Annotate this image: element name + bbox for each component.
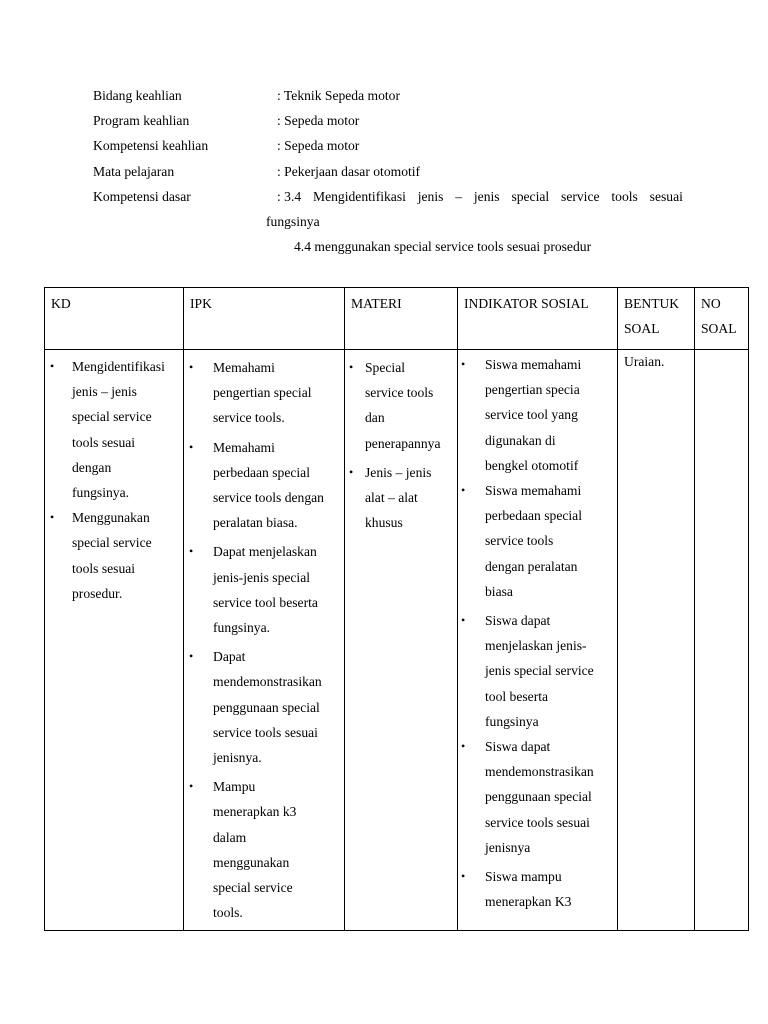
header-ipk-label: IPK: [190, 296, 212, 311]
line: digunakan di: [485, 432, 556, 448]
line: tools sesuai: [72, 560, 136, 576]
line: Dapat menjelaskan: [213, 544, 317, 560]
ipk-item: [213, 355, 342, 431]
header-label: Program keahlian: [93, 113, 190, 129]
line: special service: [72, 409, 152, 425]
line: Mengidentifikasi: [72, 359, 165, 374]
line: peralatan biasa.: [213, 515, 298, 531]
line: mendemonstrasikan: [213, 674, 322, 690]
line: dengan: [72, 459, 112, 475]
line: jenis-jenis special: [213, 569, 311, 585]
header-indikator-label: INDIKATOR SOSIAL: [464, 296, 589, 311]
header-row-kompetensi-dasar: [93, 187, 683, 212]
materi-item: [365, 460, 455, 536]
line: fungsinya: [485, 713, 539, 729]
line: perbedaan special: [485, 508, 582, 524]
kisi-kisi-table: [44, 287, 749, 931]
header-bentuk-line1: BENTUK: [624, 296, 680, 311]
line: jenisnya: [485, 839, 531, 855]
kd-word: –: [455, 188, 463, 204]
line: fungsinya.: [213, 620, 271, 636]
ipk-item: [213, 644, 342, 770]
header-value-kd: [277, 187, 683, 212]
header-label: Kompetensi dasar: [93, 188, 191, 204]
cell-no-soal: [695, 350, 749, 931]
header-label: Kompetensi keahlian: [93, 138, 209, 154]
header-row-mata-pelajaran: [93, 162, 683, 187]
cell-materi: [345, 350, 458, 931]
indikator-item: [485, 352, 615, 478]
kd-item: [72, 505, 181, 606]
line: menggunakan: [213, 854, 290, 870]
header-bentuk-line2: SOAL: [624, 321, 660, 336]
header-no-line2: SOAL: [701, 321, 737, 336]
cell-kd: [45, 350, 184, 931]
cell-ipk: [184, 350, 345, 931]
header-row-program: [93, 111, 683, 136]
line: Siswa mampu: [485, 869, 562, 885]
header-kd-label: KD: [51, 296, 71, 311]
header-row-bidang: [93, 86, 683, 111]
line: service tools.: [213, 410, 285, 426]
line: penerapannya: [365, 435, 441, 451]
line: Jenis – jenis: [365, 464, 432, 480]
line: pengertian specia: [485, 382, 580, 398]
line: dengan peralatan: [485, 558, 578, 574]
line: tools.: [213, 905, 243, 921]
kd-word: jenis: [417, 188, 444, 204]
line: Memahami: [213, 360, 275, 375]
line: jenisnya.: [213, 750, 262, 766]
line: Siswa dapat: [485, 739, 551, 755]
indikator-item: [485, 734, 615, 860]
line: jenis special service: [485, 663, 594, 679]
line: Dapat: [213, 649, 246, 665]
line: menerapkan K3: [485, 894, 572, 910]
line: penggunaan special: [213, 699, 320, 715]
line: mendemonstrasikan: [485, 764, 594, 780]
table-header-row: [45, 288, 749, 350]
line: dalam: [213, 829, 247, 845]
line: service tools dengan: [213, 490, 324, 506]
line: Memahami: [213, 439, 275, 455]
bentuk-soal-value: Uraian.: [624, 354, 665, 369]
line: Menggunakan: [72, 510, 150, 526]
header-indikator: [458, 288, 618, 350]
indikator-item: [485, 608, 615, 734]
header-value: : Teknik Sepeda motor: [277, 88, 401, 103]
line: Siswa memahami: [485, 357, 582, 372]
line: special service: [213, 880, 293, 896]
header-kd: [45, 288, 184, 350]
line: service tool beserta: [213, 594, 318, 610]
line: jenis – jenis: [72, 384, 137, 400]
line: pengertian special: [213, 385, 312, 401]
kd-word: special: [511, 188, 550, 204]
line: Siswa memahami: [485, 483, 582, 499]
ipk-item: [213, 774, 342, 925]
kd-word: tools: [611, 188, 638, 204]
indikator-item: [485, 478, 615, 604]
line: biasa: [485, 583, 513, 599]
cell-indikator: [458, 350, 618, 931]
line: service tools: [485, 533, 554, 549]
kd-wrap-text: fungsinya: [266, 214, 320, 229]
ipk-item: [213, 435, 342, 536]
line: khusus: [365, 515, 403, 531]
line: alat – alat: [365, 490, 418, 506]
kd-word: service: [561, 188, 600, 204]
header-no-line1: NO: [701, 296, 721, 311]
line: perbedaan special: [213, 464, 310, 480]
header-value: : Pekerjaan dasar otomotif: [277, 163, 421, 179]
line: Siswa dapat: [485, 613, 551, 629]
line: dan: [365, 410, 385, 426]
line: tools sesuai: [72, 434, 136, 450]
header-label: Mata pelajaran: [93, 163, 175, 179]
line: Mampu: [213, 779, 256, 795]
line: service tool yang: [485, 407, 578, 423]
line: prosedur.: [72, 585, 123, 601]
kd-4-4-text: 4.4 menggunakan special service tools sesuai prosedur: [294, 239, 592, 254]
line: service tools sesuai: [213, 724, 318, 740]
line: penggunaan special: [485, 789, 592, 805]
kd-word: Mengidentifikasi: [313, 188, 406, 204]
line: special service: [72, 535, 152, 551]
table-row: [45, 350, 749, 931]
line: bengkel otomotif: [485, 457, 579, 473]
header-label: Bidang keahlian: [93, 88, 182, 103]
kd-word: jenis: [473, 188, 500, 204]
line: service tools sesuai: [485, 814, 590, 830]
ipk-item: [213, 539, 342, 640]
line: menjelaskan jenis-: [485, 638, 587, 654]
kd-word: : 3.4: [277, 188, 302, 204]
kd-word: sesuai: [649, 188, 683, 204]
line: menerapkan k3: [213, 804, 297, 820]
header-ipk: [184, 288, 345, 350]
document-header: [93, 86, 683, 212]
indikator-item: [485, 864, 615, 914]
header-row-kompetensi-keahlian: [93, 136, 683, 161]
cell-bentuk-soal: [618, 350, 695, 931]
kd-item: [72, 354, 181, 505]
materi-item: [365, 355, 455, 456]
header-value: : Sepeda motor: [277, 113, 360, 129]
header-no-soal: [695, 288, 749, 350]
line: fungsinya.: [72, 485, 130, 501]
line: tool beserta: [485, 688, 549, 704]
line: Special: [365, 360, 406, 375]
header-value: : Sepeda motor: [277, 138, 360, 154]
header-materi: [345, 288, 458, 350]
line: service tools: [365, 385, 434, 401]
header-bentuk-soal: [618, 288, 695, 350]
header-materi-label: MATERI: [351, 296, 402, 311]
